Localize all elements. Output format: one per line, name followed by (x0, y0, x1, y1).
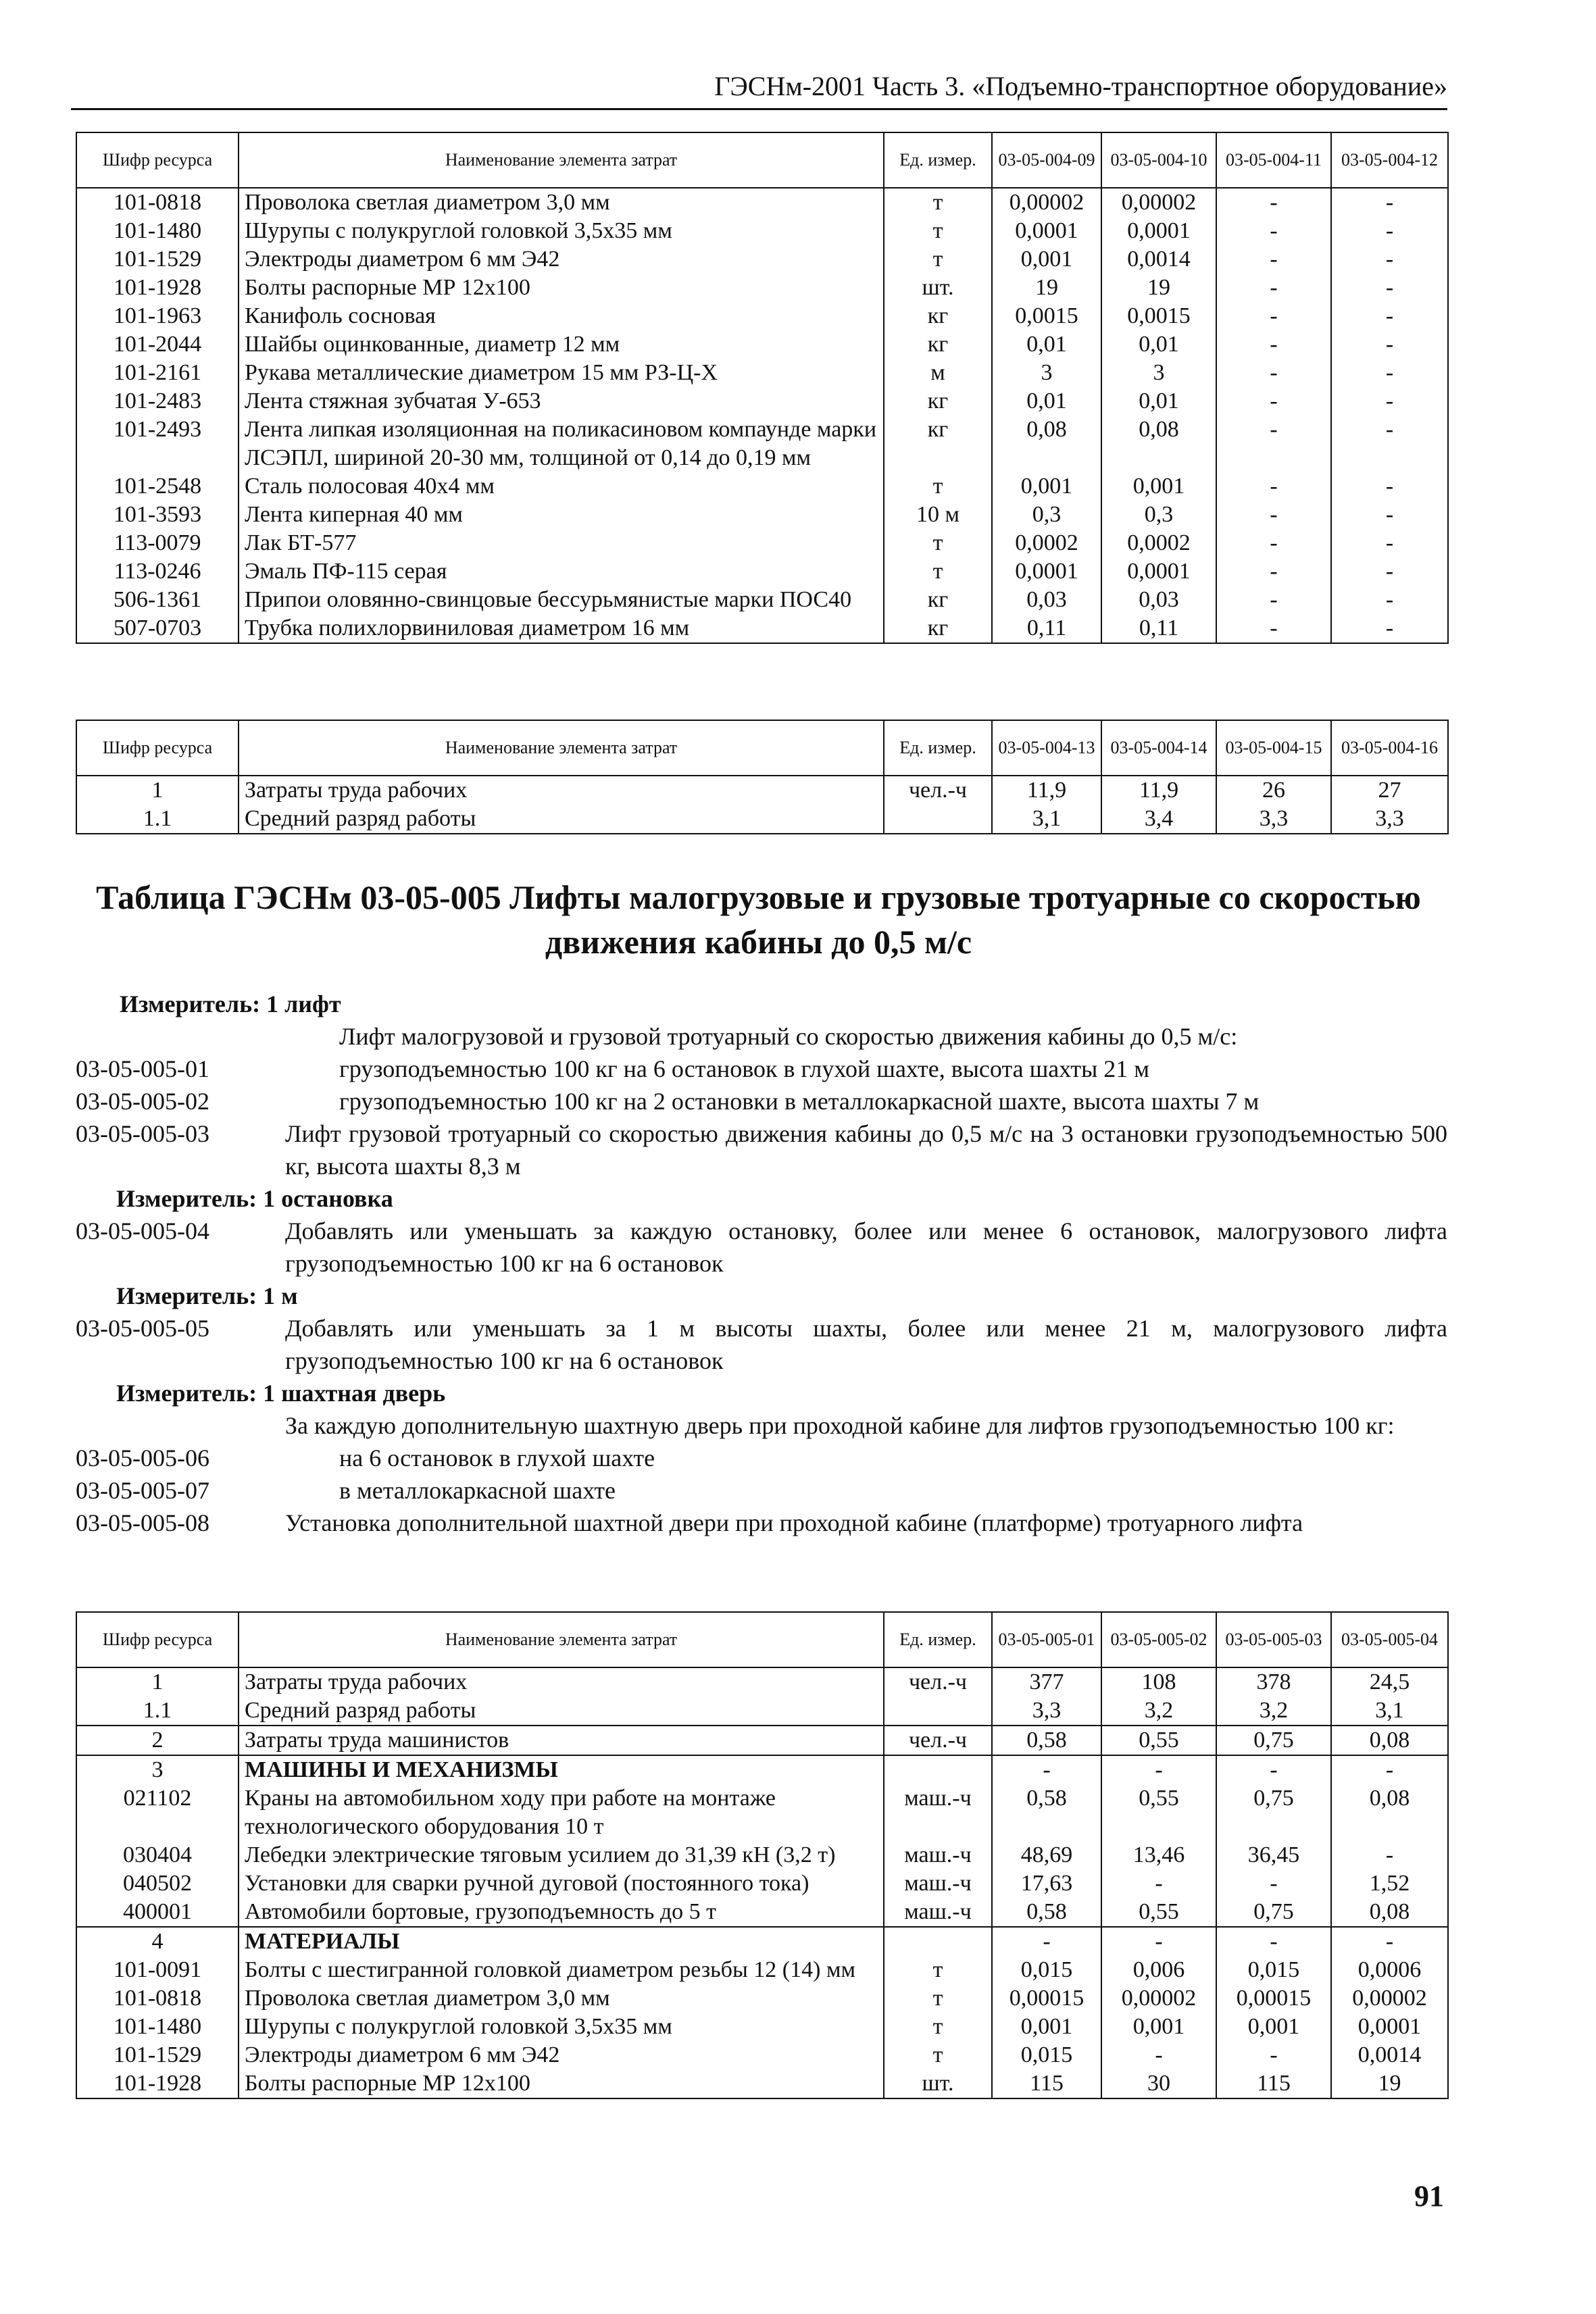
row-name: Шурупы с полукруглой головкой 3,5х35 мм (239, 217, 884, 245)
row-value: - (1216, 188, 1331, 217)
measure-label: Измеритель: 1 м (116, 1282, 298, 1309)
row-unit (884, 805, 992, 834)
row-unit: т (884, 1956, 992, 1984)
row-value: - (1216, 2041, 1331, 2069)
row-name: Шурупы с полукруглой головкой 3,5х35 мм (239, 2013, 884, 2041)
row-name: Проволока светлая диаметром 3,0 мм (239, 1984, 884, 2013)
row-value: 0,0001 (1101, 217, 1216, 245)
row-value: 0,015 (992, 1956, 1101, 1984)
row-value: 0,01 (992, 330, 1101, 359)
row-name: Установки для сварки ручной дуговой (постоянного тока) (239, 1869, 884, 1898)
row-value: 0,001 (1216, 2013, 1331, 2041)
row-value: - (1331, 586, 1448, 614)
row-value: - (992, 1927, 1101, 1956)
row-unit: маш.-ч (884, 1869, 992, 1898)
row-value: 0,75 (1216, 1784, 1331, 1841)
row-unit: кг (884, 330, 992, 359)
row-unit: маш.-ч (884, 1841, 992, 1869)
item-text: Добавлять или уменьшать за каждую остановку, более или менее 6 остановок, малогрузового лифта грузоподъемностью 100 кг на 6 остановок (285, 1217, 1447, 1277)
row-value: 24,5 (1331, 1667, 1448, 1696)
row-value: 0,00002 (1101, 1984, 1216, 2013)
row-value: 0,00002 (1101, 188, 1216, 217)
table-row (76, 1784, 1448, 1841)
row-name: МАТЕРИАЛЫ (239, 1927, 884, 1956)
row-value: 19 (992, 274, 1101, 302)
row-value: - (1331, 245, 1448, 274)
row-unit: т (884, 557, 992, 586)
row-unit: кг (884, 416, 992, 472)
row-unit: 10 м (884, 501, 992, 529)
row-value: 0,01 (1101, 387, 1216, 416)
table-row (76, 274, 1448, 302)
row-value: 3,2 (1101, 1696, 1216, 1726)
row-name: Трубка полихлорвиниловая диаметром 16 мм (239, 614, 884, 643)
row-unit: чел.-ч (884, 1667, 992, 1696)
item-code: 03-05-005-02 (76, 1088, 209, 1115)
row-value: 3,3 (1331, 805, 1448, 834)
row-value: - (1216, 302, 1331, 330)
row-value: 0,58 (992, 1898, 1101, 1927)
row-unit: т (884, 1984, 992, 2013)
row-code: 101-0818 (76, 188, 239, 217)
col-header: 03-05-005-02 (1101, 1612, 1216, 1667)
table-row (76, 614, 1448, 643)
row-code: 101-2483 (76, 387, 239, 416)
row-value: - (1216, 557, 1331, 586)
table-row (76, 217, 1448, 245)
row-unit: кг (884, 614, 992, 643)
row-value: 0,01 (992, 387, 1101, 416)
row-value: 3,2 (1216, 1696, 1331, 1726)
col-header: 03-05-004-09 (992, 132, 1101, 188)
header-code: Шифр ресурса (76, 132, 239, 188)
row-value: 0,001 (992, 472, 1101, 501)
row-value: 11,9 (1101, 776, 1216, 805)
header-code: Шифр ресурса (76, 1612, 239, 1667)
table-row (76, 501, 1448, 529)
resource-table-3 (76, 1611, 1449, 2099)
row-code: 101-1480 (76, 2013, 239, 2041)
row-value: 0,75 (1216, 1898, 1331, 1927)
page-number: 91 (1414, 2180, 1444, 2213)
row-unit: т (884, 472, 992, 501)
table-row (76, 2041, 1448, 2069)
row-value: 0,08 (992, 416, 1101, 472)
row-value: - (1331, 330, 1448, 359)
row-code: 506-1361 (76, 586, 239, 614)
row-value: - (1331, 387, 1448, 416)
row-code: 3 (76, 1755, 239, 1784)
row-name: Болты распорные МР 12х100 (239, 2069, 884, 2098)
row-value: 0,11 (992, 614, 1101, 643)
row-value: 0,015 (992, 2041, 1101, 2069)
resource-table-2 (76, 720, 1449, 834)
measure-label: Измеритель: 1 остановка (116, 1185, 393, 1212)
row-value: - (1331, 1755, 1448, 1784)
row-value: 0,00015 (992, 1984, 1101, 2013)
col-header: 03-05-005-01 (992, 1612, 1101, 1667)
row-value: - (1331, 557, 1448, 586)
row-name: Лента липкая изоляционная на поликасиновом компаунде марки ЛСЭПЛ, шириной 20-30 мм, толщиной от 0,14 до 0,19 мм (239, 416, 884, 472)
item-code: 03-05-005-08 (76, 1509, 209, 1536)
row-code: 113-0246 (76, 557, 239, 586)
row-value: - (1216, 501, 1331, 529)
table-row (76, 1667, 1448, 1696)
row-code: 1 (76, 1667, 239, 1696)
row-code: 4 (76, 1927, 239, 1956)
row-name: Сталь полосовая 40х4 мм (239, 472, 884, 501)
row-value: 115 (1216, 2069, 1331, 2098)
row-code: 507-0703 (76, 614, 239, 643)
row-value: - (1216, 529, 1331, 557)
row-name: Болты распорные МР 12х100 (239, 274, 884, 302)
row-name: Эмаль ПФ-115 серая (239, 557, 884, 586)
row-unit (884, 1927, 992, 1956)
row-name: Средний разряд работы (239, 1696, 884, 1726)
intro-text: Лифт малогрузовой и грузовой тротуарный со скоростью движения кабины до 0,5 м/с: (339, 1023, 1238, 1050)
table-row (76, 586, 1448, 614)
row-name: Лента стяжная зубчатая У-653 (239, 387, 884, 416)
row-value: 3,3 (1216, 805, 1331, 834)
row-code: 101-2548 (76, 472, 239, 501)
row-value: - (1216, 245, 1331, 274)
row-value: - (1101, 1869, 1216, 1898)
row-value: 0,001 (1101, 2013, 1216, 2041)
table-row (76, 776, 1448, 805)
row-value: 0,0002 (992, 529, 1101, 557)
row-value: 0,001 (992, 245, 1101, 274)
row-unit: т (884, 2041, 992, 2069)
row-code: 101-1928 (76, 274, 239, 302)
row-name: Затраты труда машинистов (239, 1726, 884, 1755)
row-value: - (1101, 1927, 1216, 1956)
row-code: 101-1928 (76, 2069, 239, 2098)
item-code: 03-05-005-01 (76, 1055, 209, 1082)
row-value: 0,08 (1331, 1784, 1448, 1841)
row-code: 101-2161 (76, 359, 239, 387)
row-value: 0,0001 (992, 557, 1101, 586)
header-name: Наименование элемента затрат (239, 1612, 884, 1667)
row-code: 101-0818 (76, 1984, 239, 2013)
row-value: - (1331, 529, 1448, 557)
row-name: Болты с шестигранной головкой диаметром резьбы 12 (14) мм (239, 1956, 884, 1984)
row-value: 0,55 (1101, 1898, 1216, 1927)
row-value: 11,9 (992, 776, 1101, 805)
row-value: - (1216, 274, 1331, 302)
row-unit: т (884, 245, 992, 274)
row-value: 13,46 (1101, 1841, 1216, 1869)
item-text: Добавлять или уменьшать за 1 м высоты шахты, более или менее 21 м, малогрузового лифта грузоподъемностью 100 кг на 6 остановок (285, 1315, 1447, 1374)
row-name: Лебедки электрические тяговым усилием до 31,39 кН (3,2 т) (239, 1841, 884, 1869)
row-value: 17,63 (992, 1869, 1101, 1898)
row-code: 400001 (76, 1898, 239, 1927)
row-name: Затраты труда рабочих (239, 1667, 884, 1696)
row-value: - (1216, 1927, 1331, 1956)
row-value: - (1216, 1869, 1331, 1898)
row-unit: т (884, 217, 992, 245)
row-value: - (1216, 416, 1331, 472)
row-code: 101-1963 (76, 302, 239, 330)
item-text: на 6 остановок в глухой шахте (339, 1444, 655, 1472)
row-value: 19 (1331, 2069, 1448, 2098)
row-unit: т (884, 2013, 992, 2041)
col-header: 03-05-005-03 (1216, 1612, 1331, 1667)
row-value: 26 (1216, 776, 1331, 805)
item-text: Установка дополнительной шахтной двери при проходной кабине (платформе) тротуарного лифта (285, 1509, 1303, 1536)
table-row (76, 557, 1448, 586)
table-row (76, 1696, 1448, 1726)
row-value: - (1331, 217, 1448, 245)
row-name: Припои оловянно-свинцовые бессурьмянистые марки ПОС40 (239, 586, 884, 614)
measure-label: Измеритель: 1 шахтная дверь (116, 1380, 446, 1407)
table-row (76, 1755, 1448, 1784)
row-value: - (1101, 2041, 1216, 2069)
table-row (76, 1841, 1448, 1869)
row-value: - (1331, 472, 1448, 501)
resource-table-1 (76, 132, 1449, 644)
row-unit: т (884, 529, 992, 557)
row-code: 1.1 (76, 805, 239, 834)
table-row (76, 359, 1448, 387)
row-value: - (1216, 586, 1331, 614)
row-value: 0,55 (1101, 1726, 1216, 1755)
row-value: - (1101, 1755, 1216, 1784)
row-code: 030404 (76, 1841, 239, 1869)
item-text: грузоподъемностью 100 кг на 6 остановок в глухой шахте, высота шахты 21 м (339, 1055, 1150, 1082)
row-value: 19 (1101, 274, 1216, 302)
item-code: 03-05-005-05 (76, 1315, 209, 1342)
row-value: 0,0001 (1101, 557, 1216, 586)
row-unit: т (884, 188, 992, 217)
col-header: 03-05-004-14 (1101, 720, 1216, 776)
row-unit: кг (884, 586, 992, 614)
row-value: - (1331, 359, 1448, 387)
row-value: - (992, 1755, 1101, 1784)
row-value: 3,3 (992, 1696, 1101, 1726)
row-code: 101-1529 (76, 2041, 239, 2069)
row-value: 0,0015 (1101, 302, 1216, 330)
table-row (76, 330, 1448, 359)
row-value: 30 (1101, 2069, 1216, 2098)
item-code: 03-05-005-07 (76, 1477, 209, 1504)
row-value: 0,00002 (1331, 1984, 1448, 2013)
row-value: 3,4 (1101, 805, 1216, 834)
row-name: Проволока светлая диаметром 3,0 мм (239, 188, 884, 217)
row-value: 0,0014 (1331, 2041, 1448, 2069)
table-row (76, 1898, 1448, 1927)
col-header: 03-05-004-16 (1331, 720, 1448, 776)
row-value: 0,001 (992, 2013, 1101, 2041)
row-code: 021102 (76, 1784, 239, 1841)
row-code: 101-1529 (76, 245, 239, 274)
item-code: 03-05-005-06 (76, 1444, 209, 1472)
row-value: - (1216, 472, 1331, 501)
item-text: в металлокаркасной шахте (339, 1477, 616, 1504)
row-value: 3,1 (1331, 1696, 1448, 1726)
row-value: 0,0001 (1331, 2013, 1448, 2041)
row-value: 0,0014 (1101, 245, 1216, 274)
row-code: 1.1 (76, 1696, 239, 1726)
table-row (76, 2013, 1448, 2041)
row-value: 3,1 (992, 805, 1101, 834)
row-unit: чел.-ч (884, 776, 992, 805)
row-value: - (1216, 217, 1331, 245)
header-code: Шифр ресурса (76, 720, 239, 776)
row-value: 115 (992, 2069, 1101, 2098)
row-value: 0,0015 (992, 302, 1101, 330)
row-unit: м (884, 359, 992, 387)
row-value: 108 (1101, 1667, 1216, 1696)
header-unit: Ед. измер. (884, 1612, 992, 1667)
row-value: 378 (1216, 1667, 1331, 1696)
row-name: Лента киперная 40 мм (239, 501, 884, 529)
section-body (76, 988, 1447, 1539)
table-row (76, 1726, 1448, 1755)
header-unit: Ед. измер. (884, 720, 992, 776)
row-code: 2 (76, 1726, 239, 1755)
col-header: 03-05-005-04 (1331, 1612, 1448, 1667)
row-unit: кг (884, 302, 992, 330)
row-value: - (1216, 330, 1331, 359)
row-value: - (1216, 387, 1331, 416)
row-value: - (1331, 302, 1448, 330)
row-value: - (1331, 1927, 1448, 1956)
row-code: 113-0079 (76, 529, 239, 557)
table-row (76, 2069, 1448, 2098)
table-row (76, 805, 1448, 834)
row-unit: чел.-ч (884, 1726, 992, 1755)
col-header: 03-05-004-10 (1101, 132, 1216, 188)
row-name: Затраты труда рабочих (239, 776, 884, 805)
row-value: 0,006 (1101, 1956, 1216, 1984)
row-unit: шт. (884, 274, 992, 302)
row-name: Шайбы оцинкованные, диаметр 12 мм (239, 330, 884, 359)
row-value: 0,0001 (992, 217, 1101, 245)
table-row (76, 1984, 1448, 2013)
row-value: 27 (1331, 776, 1448, 805)
col-header: 03-05-004-15 (1216, 720, 1331, 776)
row-value: 0,03 (1101, 586, 1216, 614)
row-value: 1,52 (1331, 1869, 1448, 1898)
row-value: 36,45 (1216, 1841, 1331, 1869)
row-unit (884, 1696, 992, 1726)
header-name: Наименование элемента затрат (239, 720, 884, 776)
row-name: Канифоль сосновая (239, 302, 884, 330)
table-row (76, 416, 1448, 472)
table-row (76, 1869, 1448, 1898)
intro-text: За каждую дополнительную шахтную дверь при проходной кабине для лифтов грузоподъемностью 100 кг: (285, 1412, 1395, 1439)
row-code: 101-2493 (76, 416, 239, 472)
col-header: 03-05-004-11 (1216, 132, 1331, 188)
item-code: 03-05-005-04 (76, 1217, 209, 1244)
row-unit: маш.-ч (884, 1898, 992, 1927)
row-value: 48,69 (992, 1841, 1101, 1869)
table-row (76, 1956, 1448, 1984)
header-name: Наименование элемента затрат (239, 132, 884, 188)
row-code: 101-1480 (76, 217, 239, 245)
row-value: - (1331, 416, 1448, 472)
row-unit (884, 1755, 992, 1784)
row-value: - (1331, 614, 1448, 643)
row-value: 3 (1101, 359, 1216, 387)
row-unit: маш.-ч (884, 1784, 992, 1841)
table-row (76, 188, 1448, 217)
item-code: 03-05-005-03 (76, 1120, 209, 1147)
row-value: - (1216, 614, 1331, 643)
measure-label: Измеритель: 1 лифт (120, 990, 341, 1017)
row-unit: шт. (884, 2069, 992, 2098)
col-header: 03-05-004-12 (1331, 132, 1448, 188)
row-value: 0,01 (1101, 330, 1216, 359)
row-code: 101-0091 (76, 1956, 239, 1984)
table-row (76, 245, 1448, 274)
row-value: - (1331, 274, 1448, 302)
row-value: 0,001 (1101, 472, 1216, 501)
row-value: 0,0002 (1101, 529, 1216, 557)
table-row (76, 472, 1448, 501)
row-name: Автомобили бортовые, грузоподъемность до 5 т (239, 1898, 884, 1927)
row-code: 101-3593 (76, 501, 239, 529)
row-value: 0,0006 (1331, 1956, 1448, 1984)
row-code: 1 (76, 776, 239, 805)
row-value: 0,3 (992, 501, 1101, 529)
row-value: 0,00015 (1216, 1984, 1331, 2013)
row-name: Электроды диаметром 6 мм Э42 (239, 245, 884, 274)
table-row (76, 302, 1448, 330)
row-value: 0,03 (992, 586, 1101, 614)
row-name: Средний разряд работы (239, 805, 884, 834)
row-code: 101-2044 (76, 330, 239, 359)
header-unit: Ед. измер. (884, 132, 992, 188)
running-header: ГЭСНм-2001 Часть 3. «Подъемно-транспортное оборудование» (71, 68, 1447, 110)
row-value: 0,08 (1331, 1898, 1448, 1927)
row-value: 0,58 (992, 1726, 1101, 1755)
item-text: грузоподъемностью 100 кг на 2 остановки в металлокаркасной шахте, высота шахты 7 м (339, 1088, 1260, 1115)
row-name: Рукава металлические диаметром 15 мм РЗ-Ц-Х (239, 359, 884, 387)
row-value: 0,11 (1101, 614, 1216, 643)
row-value: 377 (992, 1667, 1101, 1696)
row-value: 0,015 (1216, 1956, 1331, 1984)
row-value: 3 (992, 359, 1101, 387)
row-value: - (1331, 188, 1448, 217)
row-value: - (1331, 1841, 1448, 1869)
table-row (76, 1927, 1448, 1956)
row-value: - (1331, 501, 1448, 529)
row-name: Электроды диаметром 6 мм Э42 (239, 2041, 884, 2069)
col-header: 03-05-004-13 (992, 720, 1101, 776)
row-code: 040502 (76, 1869, 239, 1898)
row-value: - (1216, 1755, 1331, 1784)
row-value: 0,08 (1331, 1726, 1448, 1755)
row-value: 0,55 (1101, 1784, 1216, 1841)
row-name: Лак БТ-577 (239, 529, 884, 557)
row-value: 0,75 (1216, 1726, 1331, 1755)
row-value: 0,00002 (992, 188, 1101, 217)
table-row (76, 529, 1448, 557)
row-name: МАШИНЫ И МЕХАНИЗМЫ (239, 1755, 884, 1784)
table-row (76, 387, 1448, 416)
row-unit: кг (884, 387, 992, 416)
table-title: Таблица ГЭСНм 03-05-005 Лифты малогрузовые и грузовые тротуарные со скоростью движения кабины до 0,5 м/с (96, 878, 1421, 961)
row-value: 0,08 (1101, 416, 1216, 472)
row-value: - (1216, 359, 1331, 387)
row-name: Краны на автомобильном ходу при работе на монтаже технологического оборудования 10 т (239, 1784, 884, 1841)
row-value: 0,58 (992, 1784, 1101, 1841)
row-value: 0,3 (1101, 501, 1216, 529)
item-text: Лифт грузовой тротуарный со скоростью движения кабины до 0,5 м/с на 3 остановки грузоподъемностью 500 кг, высота шахты 8,3 м (285, 1120, 1447, 1180)
